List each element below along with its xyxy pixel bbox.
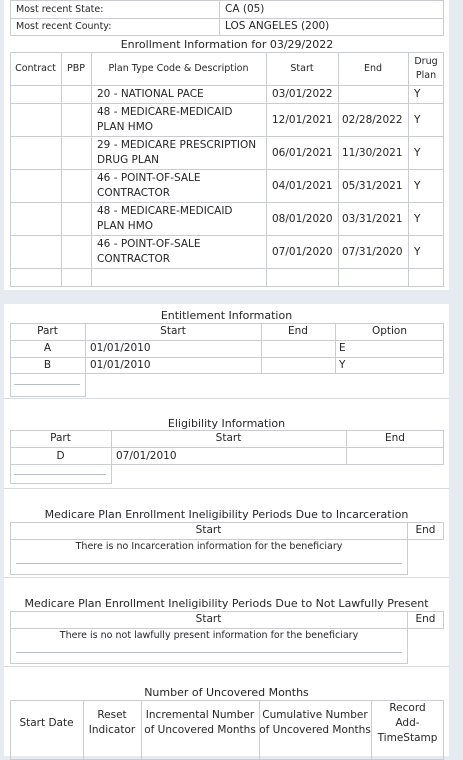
row-2-end: 02/28/2022 xyxy=(342,114,403,126)
row-3-start: 06/01/2021 xyxy=(272,147,333,159)
eligibility-header-end: End xyxy=(385,432,405,444)
row-3-end: 11/30/2021 xyxy=(342,147,403,159)
row-2-plan: 48 - MEDICARE-MEDICAID xyxy=(97,106,233,118)
row-6-start: 07/01/2020 xyxy=(272,246,333,258)
enrollment-title: Enrollment Information for 03/29/2022 xyxy=(120,38,334,51)
row-6-end: 07/31/2020 xyxy=(342,246,403,258)
incarceration-title: Medicare Plan Enrollment Ineligibility Periods Due to Incarceration xyxy=(44,508,409,521)
uncovered-header-start-date: Start Date xyxy=(19,717,74,729)
lawful-title: Medicare Plan Enrollment Ineligibility Periods Due to Not Lawfully Present xyxy=(24,597,429,610)
uncovered-header-reset-indicator: Indicator xyxy=(88,724,136,736)
col-header-drug: Drug xyxy=(414,56,438,67)
row-3-plan-cont: DRUG PLAN xyxy=(97,154,160,166)
eligibility-title: Eligibility Information xyxy=(167,417,286,430)
eligibility-header-part: Part xyxy=(50,432,71,444)
row-4-plan: 46 - POINT-OF-SALE xyxy=(97,172,201,184)
row-5-drug: Y xyxy=(414,213,421,225)
row-2-start: 12/01/2021 xyxy=(272,114,333,126)
state-value: CA (05) xyxy=(225,3,265,15)
uncovered-header-incremental: Incremental Number xyxy=(145,709,255,721)
row-5-plan: 48 - MEDICARE-MEDICAID xyxy=(97,205,233,217)
entitlement-row-b-part: B xyxy=(43,359,52,371)
entitlement-row-a-start: 01/01/2010 xyxy=(90,342,151,354)
state-label: Most recent State: xyxy=(16,4,104,15)
row-6-plan: 46 - POINT-OF-SALE xyxy=(97,238,201,250)
entitlement-row-b-option: Y xyxy=(339,359,346,371)
uncovered-header-record-add: Add- xyxy=(395,717,420,729)
incarceration-header-end: End xyxy=(415,524,436,536)
col-header-drug-plan: Plan xyxy=(415,70,437,81)
row-1-drug: Y xyxy=(414,88,421,100)
page-scrollbar[interactable] xyxy=(452,0,463,756)
row-2-drug: Y xyxy=(414,114,421,126)
col-header-start: Start xyxy=(290,63,314,74)
county-label: Most recent County: xyxy=(16,21,112,32)
uncovered-header-cumulative-months: of Uncovered Months xyxy=(259,724,371,736)
incarceration-message: There is no Incarceration information for the beneficiary xyxy=(75,541,343,552)
eligibility-header-start: Start xyxy=(215,432,242,444)
benefits-panel xyxy=(4,304,449,756)
row-1-start: 03/01/2022 xyxy=(272,88,333,100)
row-4-plan-cont: CONTRACTOR xyxy=(97,187,171,199)
uncovered-header-reset: Reset xyxy=(97,709,127,721)
entitlement-row-a-part: A xyxy=(43,342,52,354)
row-4-drug: Y xyxy=(414,180,421,192)
uncovered-header-incremental-months: of Uncovered Months xyxy=(144,724,256,736)
entitlement-header-option: Option xyxy=(371,325,408,337)
uncovered-title: Number of Uncovered Months xyxy=(144,686,309,699)
entitlement-header-end: End xyxy=(288,325,308,337)
row-2-plan-cont: PLAN HMO xyxy=(97,121,154,133)
row-3-drug: Y xyxy=(414,147,421,159)
row-5-start: 08/01/2020 xyxy=(272,213,333,225)
entitlement-row-a-option: E xyxy=(339,342,346,354)
entitlement-header-start: Start xyxy=(160,325,186,337)
entitlement-header-part: Part xyxy=(37,325,58,337)
incarceration-header-start: Start xyxy=(195,524,222,536)
eligibility-row-d-start: 07/01/2010 xyxy=(116,450,177,462)
uncovered-header-cumulative: Cumulative Number xyxy=(262,709,368,721)
uncovered-header-record-timestamp: TimeStamp xyxy=(377,732,438,744)
entitlement-row-b-start: 01/01/2010 xyxy=(90,359,151,371)
row-3-plan: 29 - MEDICARE PRESCRIPTION xyxy=(97,139,257,151)
col-header-contract: Contract xyxy=(15,63,56,74)
lawful-header-end: End xyxy=(415,613,436,625)
row-5-plan-cont: PLAN HMO xyxy=(97,220,154,232)
uncovered-header-record: Record xyxy=(389,702,426,714)
eligibility-row-d-part: D xyxy=(56,450,65,462)
enrollment-panel xyxy=(4,0,449,290)
row-6-drug: Y xyxy=(414,246,421,258)
row-1-plan: 20 - NATIONAL PACE xyxy=(97,88,204,100)
col-header-plan-type: Plan Type Code & Description xyxy=(108,63,249,74)
col-header-end: End xyxy=(363,63,383,74)
row-5-end: 03/31/2021 xyxy=(342,213,403,225)
county-value: LOS ANGELES (200) xyxy=(225,20,330,32)
col-header-pbp: PBP xyxy=(67,63,85,74)
row-4-end: 05/31/2021 xyxy=(342,180,403,192)
row-6-plan-cont: CONTRACTOR xyxy=(97,253,171,265)
lawful-message: There is no not lawfully present information for the beneficiary xyxy=(59,630,359,641)
entitlement-title: Entitlement Information xyxy=(160,309,293,322)
lawful-header-start: Start xyxy=(195,613,222,625)
row-4-start: 04/01/2021 xyxy=(272,180,333,192)
